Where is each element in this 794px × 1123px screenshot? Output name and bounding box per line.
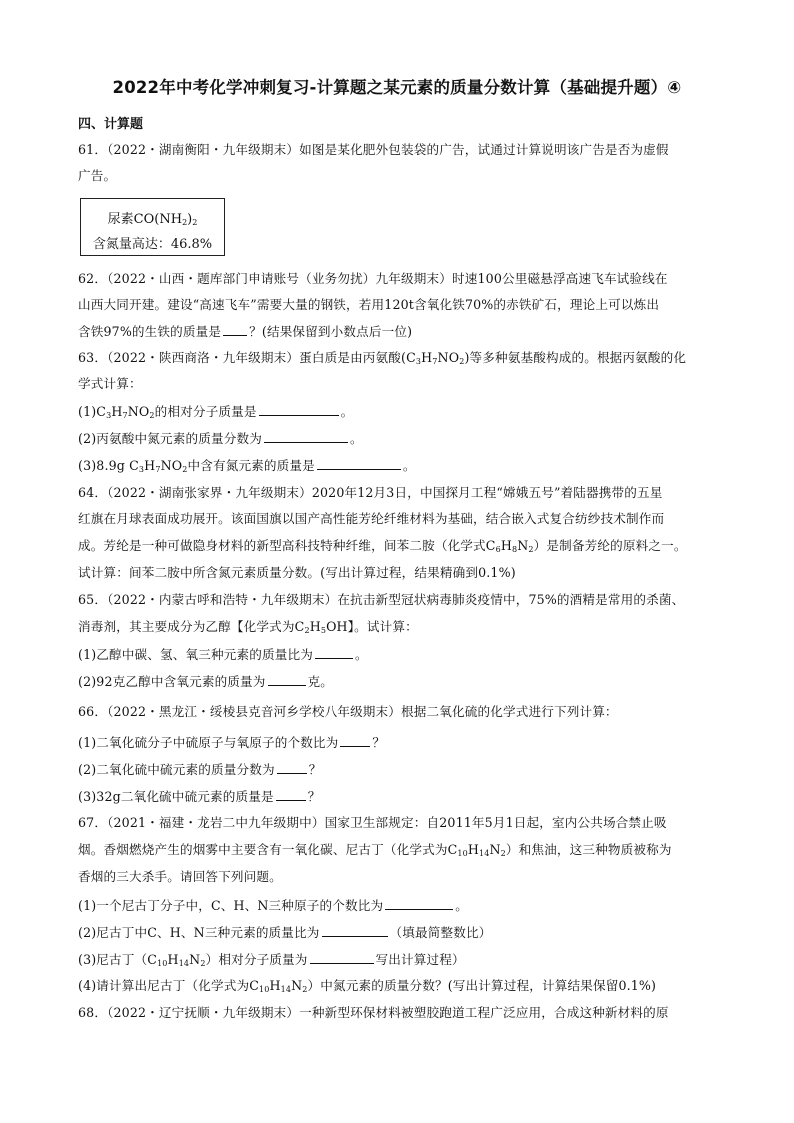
answer-blank[interactable]: [385, 897, 453, 910]
answer-blank[interactable]: [340, 734, 370, 747]
answer-blank[interactable]: [268, 673, 306, 686]
q66-part-2: (2)二氧化硫中硫元素的质量分数为 ？: [78, 762, 322, 777]
q66-part-3: (3)32g二氧化硫中硫元素的质量是 ？: [78, 789, 321, 804]
q63-part-3: (3)8.9g $C_3H_7NO_2$中含有氮元素的质量是 。: [78, 458, 416, 474]
q63-line-2: 学式计算：: [78, 376, 142, 391]
page-title: 2022年中考化学冲刺复习-计算题之某元素的质量分数计算（基础提升题）④: [112, 78, 682, 97]
q64-line-3: 成。芳纶是一种可做隐身材料的新型高科技特种纤维，间苯二胺（化学式$C_6H_8N_2$）是制备芳纶的原料之一。: [78, 538, 687, 554]
q61-line-2: 广告。: [78, 168, 117, 183]
q63-line-1: 63．（2022・陕西商洛・九年级期末）蛋白质是由丙氨酸$(C_3H_7NO_2)$等多种氨基酸构成的。根据丙氨酸的化: [78, 350, 687, 366]
section-heading: 四、计算题: [78, 117, 144, 132]
q65-line-2: 消毒剂，其主要成分为乙醇【化学式为$C_2H_5OH$】。试计算：: [78, 619, 418, 635]
q65-part-2: (2)92克乙醇中含氧元素的质量为 克。: [78, 674, 334, 689]
q66-line-1: 66．（2022・黑龙江・绥棱县克音河乡学校八年级期末）根据二氧化硫的化学式进行下列计算：: [78, 704, 618, 719]
q67-line-3: 香烟的三大杀手。请回答下列问题。: [78, 869, 282, 884]
q65-part-1: (1)乙醇中碳、氢、氧三种元素的质量比为 。: [78, 647, 368, 662]
q67-part-3: (3)尼古丁$(C_{10}H_{14}N_2)$相对分子质量为 写出计算过程）: [78, 952, 465, 968]
fertilizer-ad-box: [80, 198, 225, 256]
q63-part-2: (2)丙氨酸中氮元素的质量分数为 。: [78, 431, 363, 446]
q62-line-2: 山西大同开建。建设“高速飞车”需要大量的钢铁，若用120t含氧化铁70%的赤铁矿石，理论上可以炼出: [78, 297, 660, 312]
answer-blank[interactable]: [259, 403, 339, 416]
q64-line-1: 64．（2022・湖南张家界・九年级期末）2020年12月3日，中国探月工程“嫦娥五号”着陆器携带的五星: [78, 485, 663, 500]
answer-blank[interactable]: [264, 430, 348, 443]
q61-line-1: 61．（2022・湖南衡阳・九年级期末）如图是某化肥外包装袋的广告，试通过计算说明该广告是否为虚假: [78, 142, 669, 157]
q67-part-1: (1)一个尼古丁分子中，C、H、N三种原子的个数比为 。: [78, 898, 469, 913]
q67-line-1: 67．（2021・福建・龙岩二中九年级期中）国家卫生部规定：自2011年5月1日起，室内公共场合禁止吸: [78, 815, 667, 830]
answer-blank[interactable]: [322, 924, 388, 937]
q67-line-2: 烟。香烟燃烧产生的烟雾中主要含有一氧化碳、尼古丁（化学式为$C_{10}H_{14}N_2$）和焦油，这三种物质被称为: [78, 842, 672, 858]
q64-line-4: 试计算：间苯二胺中所含氮元素质量分数。(写出计算过程，结果精确到0.1%): [78, 565, 516, 580]
q62-line-3: 含铁97%的生铁的质量是 ？(结果保留到小数点后一位): [78, 324, 413, 339]
q67-part-4: (4)请计算出尼古丁（化学式为$C_{10}H_{14}N_2$）中氮元素的质量分数？(写出计算过程，计算结果保留0.1%): [78, 978, 657, 994]
q64-line-2: 红旗在月球表面成功展开。该面国旗以国产高性能芳纶纤维材料为基础，结合嵌入式复合纺纱技术制作而: [78, 511, 665, 526]
answer-blank[interactable]: [317, 457, 401, 470]
answer-blank[interactable]: [310, 951, 374, 964]
ad-nitrogen-claim: 含氮量高达：46.8%: [92, 237, 213, 252]
q65-line-1: 65．（2022・内蒙古呼和浩特・九年级期末）在抗击新型冠状病毒肺炎疫情中，75%的酒精是常用的杀菌、: [78, 592, 685, 607]
q67-part-2: (2)尼古丁中C、H、N三种元素的质量比为 （填最简整数比）: [78, 925, 492, 940]
answer-blank[interactable]: [277, 761, 307, 774]
q66-part-1: (1)二氧化硫分子中硫原子与氧原子的个数比为 ？: [78, 735, 386, 750]
q63-part-1: $(1)C_3H_7NO_2$的相对分子质量是 。: [78, 404, 354, 420]
q68-line-1: 68．（2022・辽宁抚顺・九年级期末）一种新型环保材料被塑胶跑道工程广泛应用，合成这种新材料的原: [78, 1005, 669, 1020]
answer-blank[interactable]: [315, 646, 353, 659]
answer-blank[interactable]: [276, 788, 306, 801]
q62-line-1: 62．（2022・山西・题库部门申请账号（业务勿扰）九年级期末）时速100公里磁悬浮高速飞车试验线在: [78, 271, 668, 286]
ad-product-line: 尿素$CO(NH_2)_2$: [107, 212, 198, 227]
answer-blank[interactable]: [223, 323, 247, 336]
